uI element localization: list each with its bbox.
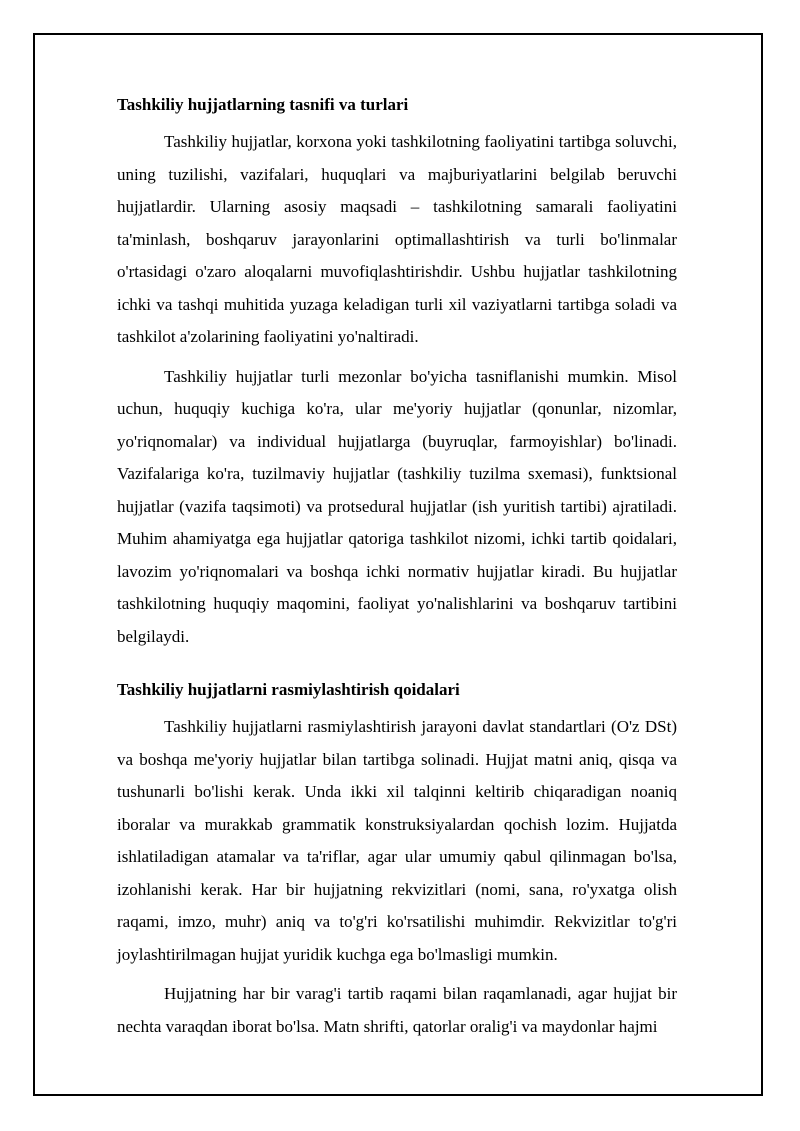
paragraph-definition: Tashkiliy hujjatlar, korxona yoki tashkilotning faoliyatini tartibga soluvchi, uning tuzilishi, vazifalari, huquqlari va majburiyatlarini belgilab beruvchi hujjatlardir. Ularning asosiy maqsadi – tashkilotning samarali faoliyatini ta'minlash, boshqaruv jarayonlarini optimallashtirish va turli bo'linmalar o'rtasidagi o'zaro aloqalarni muvofiqlashtirishdir. Ushbu hujjatlar tashkilotning ichki va tashqi muhitida yuzaga keladigan turli xil vaziyatlarni tartibga soladi va tashkilot a'zolarining faoliyatini yo'naltiradi. [117, 132, 677, 346]
section-heading-formatting-rules: Tashkiliy hujjatlarni rasmiylashtirish qoidalari [117, 680, 460, 699]
paragraph-standards: Tashkiliy hujjatlarni rasmiylashtirish jarayoni davlat standartlari (O'z DSt) va boshqa me'yoriy hujjatlar bilan tartibga solinadi. Hujjat matni aniq, qisqa va tushunarli bo'lishi kerak. Unda ikki xil talqinni keltirib chiqaradigan noaniq iboralar va murakkab grammatik konstruksiyalardan qochish lozim. Hujjatda ishlatiladigan atamalar va ta'riflar, agar ular umumiy qabul qilinmagan bo'lsa, izohlanishi kerak. Har bir hujjatning rekvizitlari (nomi, sana, ro'yxatga olish raqami, imzo, muhr) aniq va to'g'ri ko'rsatilishi muhimdir. Rekvizitlar to'g'ri joylashtirilmagan hujjat yuridik kuchga ega bo'lmasligi mumkin. [117, 717, 677, 964]
paragraph-page-numbering: Hujjatning har bir varag'i tartib raqami bilan raqamlanadi, agar hujjat bir nechta varaqdan iborat bo'lsa. Matn shrifti, qatorlar oralig'i va maydonlar hajmi [117, 984, 677, 1036]
document-body [117, 89, 677, 1043]
section-heading-classification: Tashkiliy hujjatlarning tasnifi va turlari [117, 95, 409, 114]
page-frame [33, 33, 763, 1096]
paragraph-classification: Tashkiliy hujjatlar turli mezonlar bo'yicha tasniflanishi mumkin. Misol uchun, huquqiy kuchiga ko'ra, ular me'yoriy hujjatlar (qonunlar, nizomlar, yo'riqnomalar) va individual hujjatlarga (buyruqlar, farmoyishlar) bo'linadi. Vazifalariga ko'ra, tuzilmaviy hujjatlar (tashkiliy tuzilma sxemasi), funktsional hujjatlar (vazifa taqsimoti) va protsedural hujjatlar (ish yuritish tartibi) ajratiladi. Muhim ahamiyatga ega hujjatlar qatoriga tashkilot nizomi, ichki tartib qoidalari, lavozim yo'riqnomalari va boshqa ichki normativ hujjatlar kiradi. Bu hujjatlar tashkilotning huquqiy maqomini, faoliyat yo'nalishlarini va boshqaruv tartibini belgilaydi. [117, 366, 677, 646]
